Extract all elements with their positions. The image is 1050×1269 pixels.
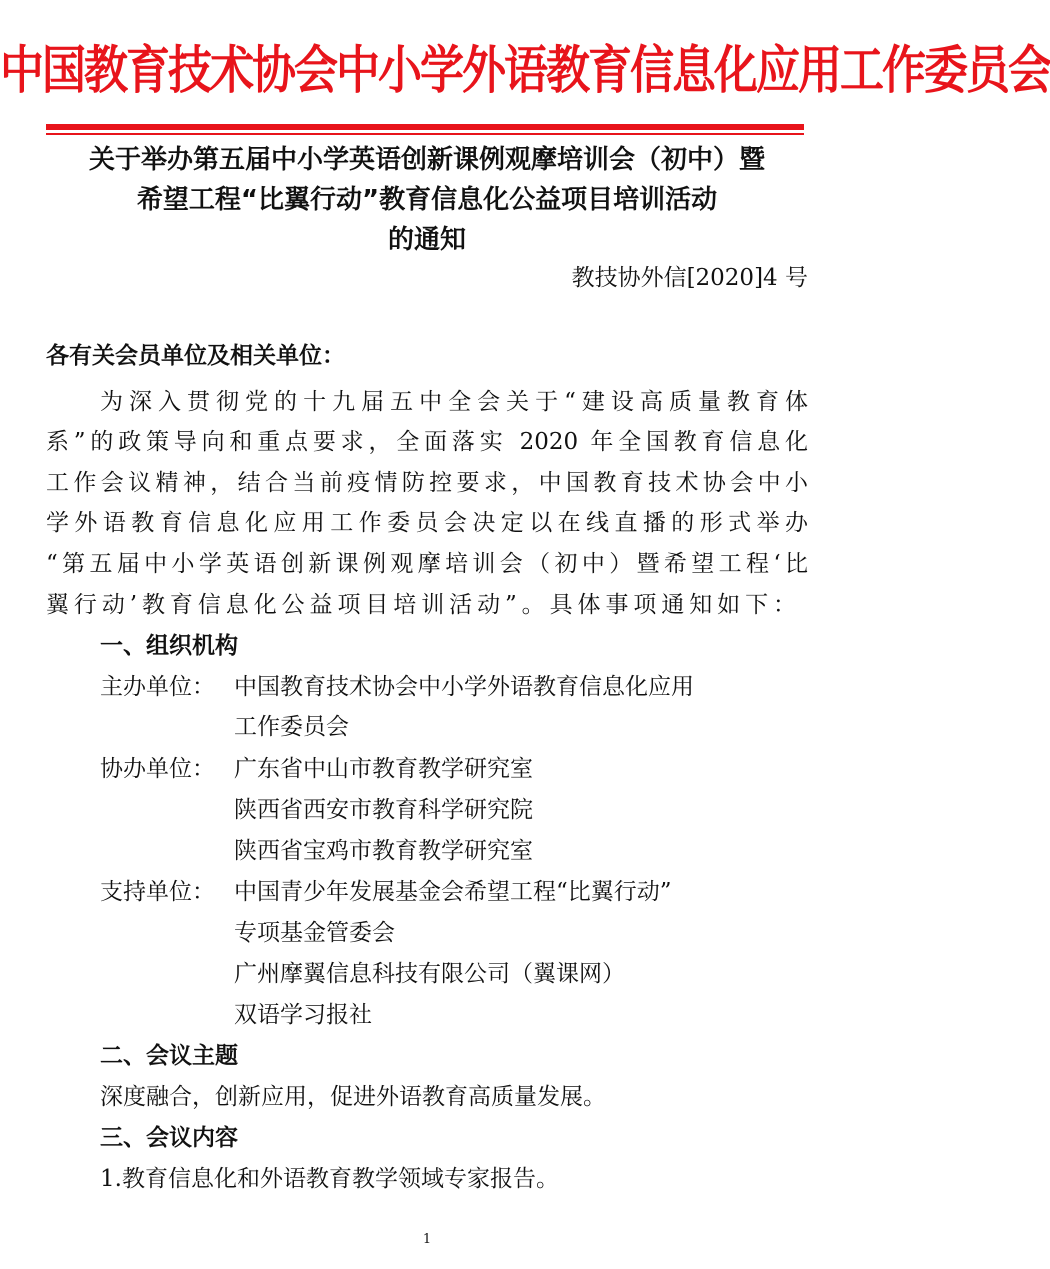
masthead-title: 中国教育技术协会中小学外语教育信息化应用工作委员会 <box>0 40 1050 101</box>
document-title-line: 希望工程“比翼行动”教育信息化公益项目培训活动 <box>136 185 718 215</box>
masthead-rule-thin <box>46 133 804 135</box>
section2-text: 深度融合，创新应用，促进外语教育高质量发展。 <box>100 1084 606 1110</box>
host-line: 工作委员会 <box>234 714 349 740</box>
page-number: 1 <box>422 1232 432 1247</box>
document-title-line: 的通知 <box>387 225 466 255</box>
document-number: 教技协外信[2020]4 号 <box>571 265 808 291</box>
supporter-line: 双语学习报社 <box>234 1002 372 1028</box>
intro-line: 为深入贯彻党的十九届五中全会关于“建设高质量教育体 <box>100 389 808 415</box>
masthead-rule-thick <box>46 124 804 130</box>
supporter-line: 中国青少年发展基金会希望工程“比翼行动” <box>234 879 672 905</box>
host-label: 主办单位： <box>100 674 215 700</box>
intro-line: 学外语教育信息化应用工作委员会决定以在线直播的形式举办 <box>46 510 808 536</box>
salutation: 各有关会员单位及相关单位： <box>46 343 345 369</box>
co-organizer-label: 协办单位： <box>100 756 215 782</box>
supporter-line: 广州摩翼信息科技有限公司（翼课网） <box>234 961 625 987</box>
intro-line: 工作会议精神，结合当前疫情防控要求，中国教育技术协会中小 <box>46 470 808 496</box>
section2-heading: 二、会议主题 <box>100 1043 238 1069</box>
co-organizer-line: 陕西省西安市教育科学研究院 <box>234 797 533 823</box>
co-organizer-line: 广东省中山市教育教学研究室 <box>234 756 533 782</box>
co-organizer-line: 陕西省宝鸡市教育教学研究室 <box>234 838 533 864</box>
document-title <box>40 140 814 260</box>
supporter-label: 支持单位： <box>100 879 215 905</box>
host-line: 中国教育技术协会中小学外语教育信息化应用 <box>234 674 694 700</box>
supporter-line: 专项基金管委会 <box>234 920 395 946</box>
document-title-line: 关于举办第五届中小学英语创新课例观摩培训会（初中）暨 <box>88 145 765 175</box>
intro-line: 系”的政策导向和重点要求，全面落实 2020 年全国教育信息化 <box>46 429 808 455</box>
section3-item: 1.教育信息化和外语教育教学领域专家报告。 <box>100 1166 559 1192</box>
section3-heading: 三、会议内容 <box>100 1125 238 1151</box>
intro-line: 翼行动’教育信息化公益项目培训活动”。具体事项通知如下： <box>46 592 796 618</box>
section1-heading: 一、组织机构 <box>100 633 238 659</box>
intro-line: “第五届中小学英语创新课例观摩培训会（初中）暨希望工程‘比 <box>46 551 808 577</box>
